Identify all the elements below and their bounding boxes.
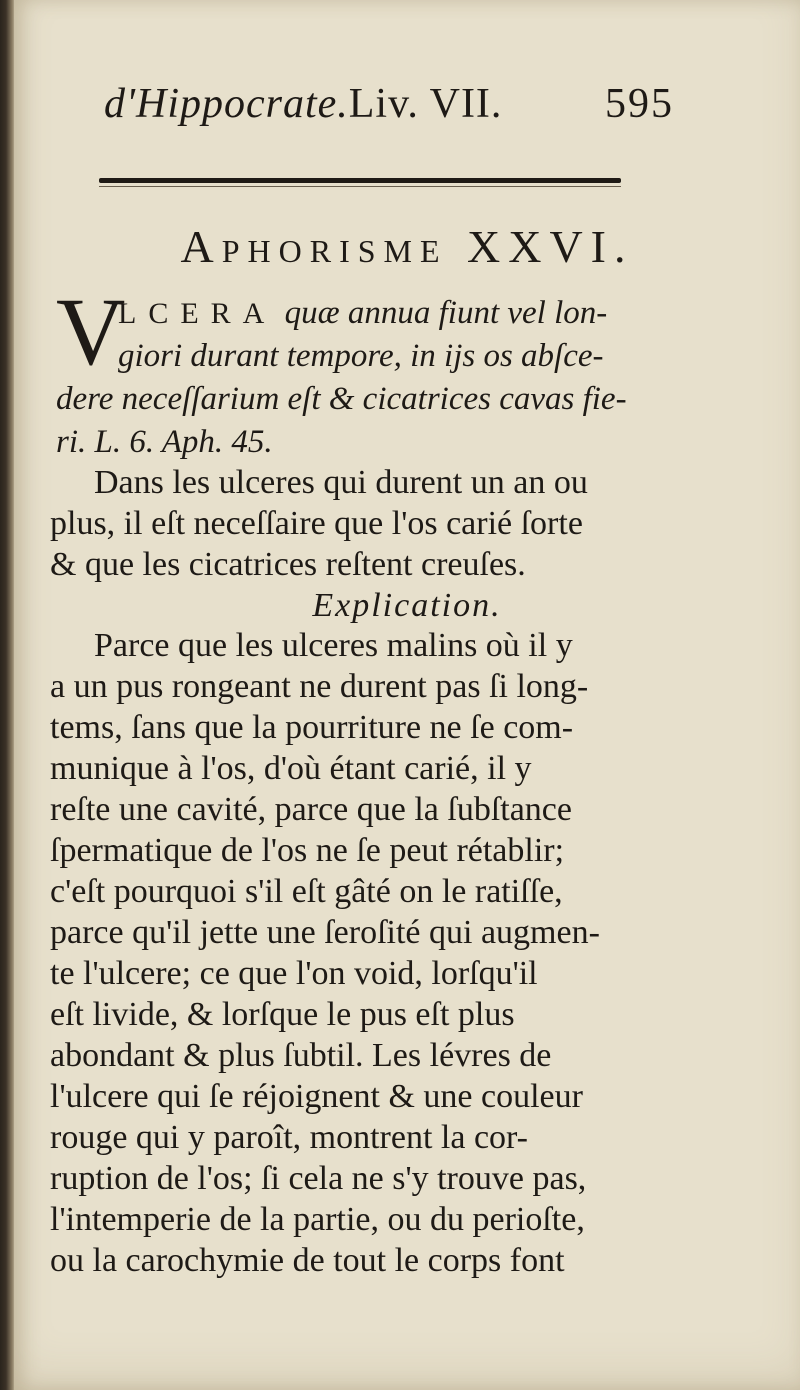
drop-cap: V bbox=[56, 278, 126, 385]
explication-line: Parce que les ulceres malins où il y bbox=[94, 627, 573, 664]
explication-line: rouge qui y paroît, montrent la cor- bbox=[50, 1119, 529, 1156]
latin-caps: LCERA bbox=[118, 297, 277, 330]
latin-italic: quæ annua fiunt vel lon- bbox=[276, 295, 608, 331]
explication-line: eſt livide, & lorſque le pus eſt plus bbox=[50, 996, 515, 1033]
translation-line: & que les cicatrices reſtent creuſes. bbox=[50, 546, 526, 583]
running-head-title: d'Hippocrate. bbox=[104, 81, 349, 127]
explication-line: ſpermatique de l'os ne ſe peut rétablir; bbox=[50, 832, 565, 869]
latin-line bbox=[118, 292, 607, 335]
translation-line: Dans les ulceres qui durent un an ou bbox=[94, 464, 588, 501]
explication-line: ou la carochymie de tout le corps font bbox=[50, 1242, 565, 1279]
running-head bbox=[104, 80, 502, 128]
latin-italic: giori durant tempore, in ijs os abſce- bbox=[118, 338, 604, 374]
translation-line: plus, il eſt neceſſaire que l'os carié ſorte bbox=[50, 505, 583, 542]
explication-line: abondant & plus ſubtil. Les lévres de bbox=[50, 1037, 552, 1074]
explication-line: a un pus rongeant ne durent pas ſi long- bbox=[50, 668, 589, 705]
latin-italic: dere neceſſarium eſt & cicatrices cavas fie- bbox=[56, 381, 627, 417]
latin-italic: ri. L. 6. Aph. 45. bbox=[56, 424, 273, 460]
explication-line: c'eſt pourquoi s'il eſt gâté on le ratiſſe, bbox=[50, 873, 563, 910]
running-head-book: Liv. VII. bbox=[348, 81, 503, 127]
latin-line bbox=[56, 378, 627, 421]
page-header bbox=[74, 80, 674, 140]
explication-line: parce qu'il jette une ſeroſité qui augmen- bbox=[50, 914, 600, 951]
explication-line: tems, ſans que la pourriture ne ſe com- bbox=[50, 709, 574, 746]
aphorism-title: Aphorisme XXVI. bbox=[180, 221, 634, 272]
latin-line bbox=[118, 335, 604, 378]
book-page bbox=[14, 0, 800, 1390]
explication-line: l'intemperie de la partie, ou du perioſte, bbox=[50, 1201, 585, 1238]
page-number: 595 bbox=[605, 81, 674, 127]
explication-line: reſte une cavité, parce que la ſubſtance bbox=[50, 791, 572, 828]
explication-line: te l'ulcere; ce que l'on void, lorſqu'il bbox=[50, 955, 538, 992]
explication-line: munique à l'os, d'où étant carié, il y bbox=[50, 750, 532, 787]
explication-line: ruption de l'os; ſi cela ne s'y trouve pas, bbox=[50, 1160, 587, 1197]
header-rule bbox=[99, 178, 621, 183]
header-rule-thin bbox=[99, 186, 621, 187]
latin-line bbox=[56, 421, 273, 464]
explication-heading: Explication. bbox=[312, 587, 502, 624]
explication-line: l'ulcere qui ſe réjoignent & une couleur bbox=[50, 1078, 583, 1115]
